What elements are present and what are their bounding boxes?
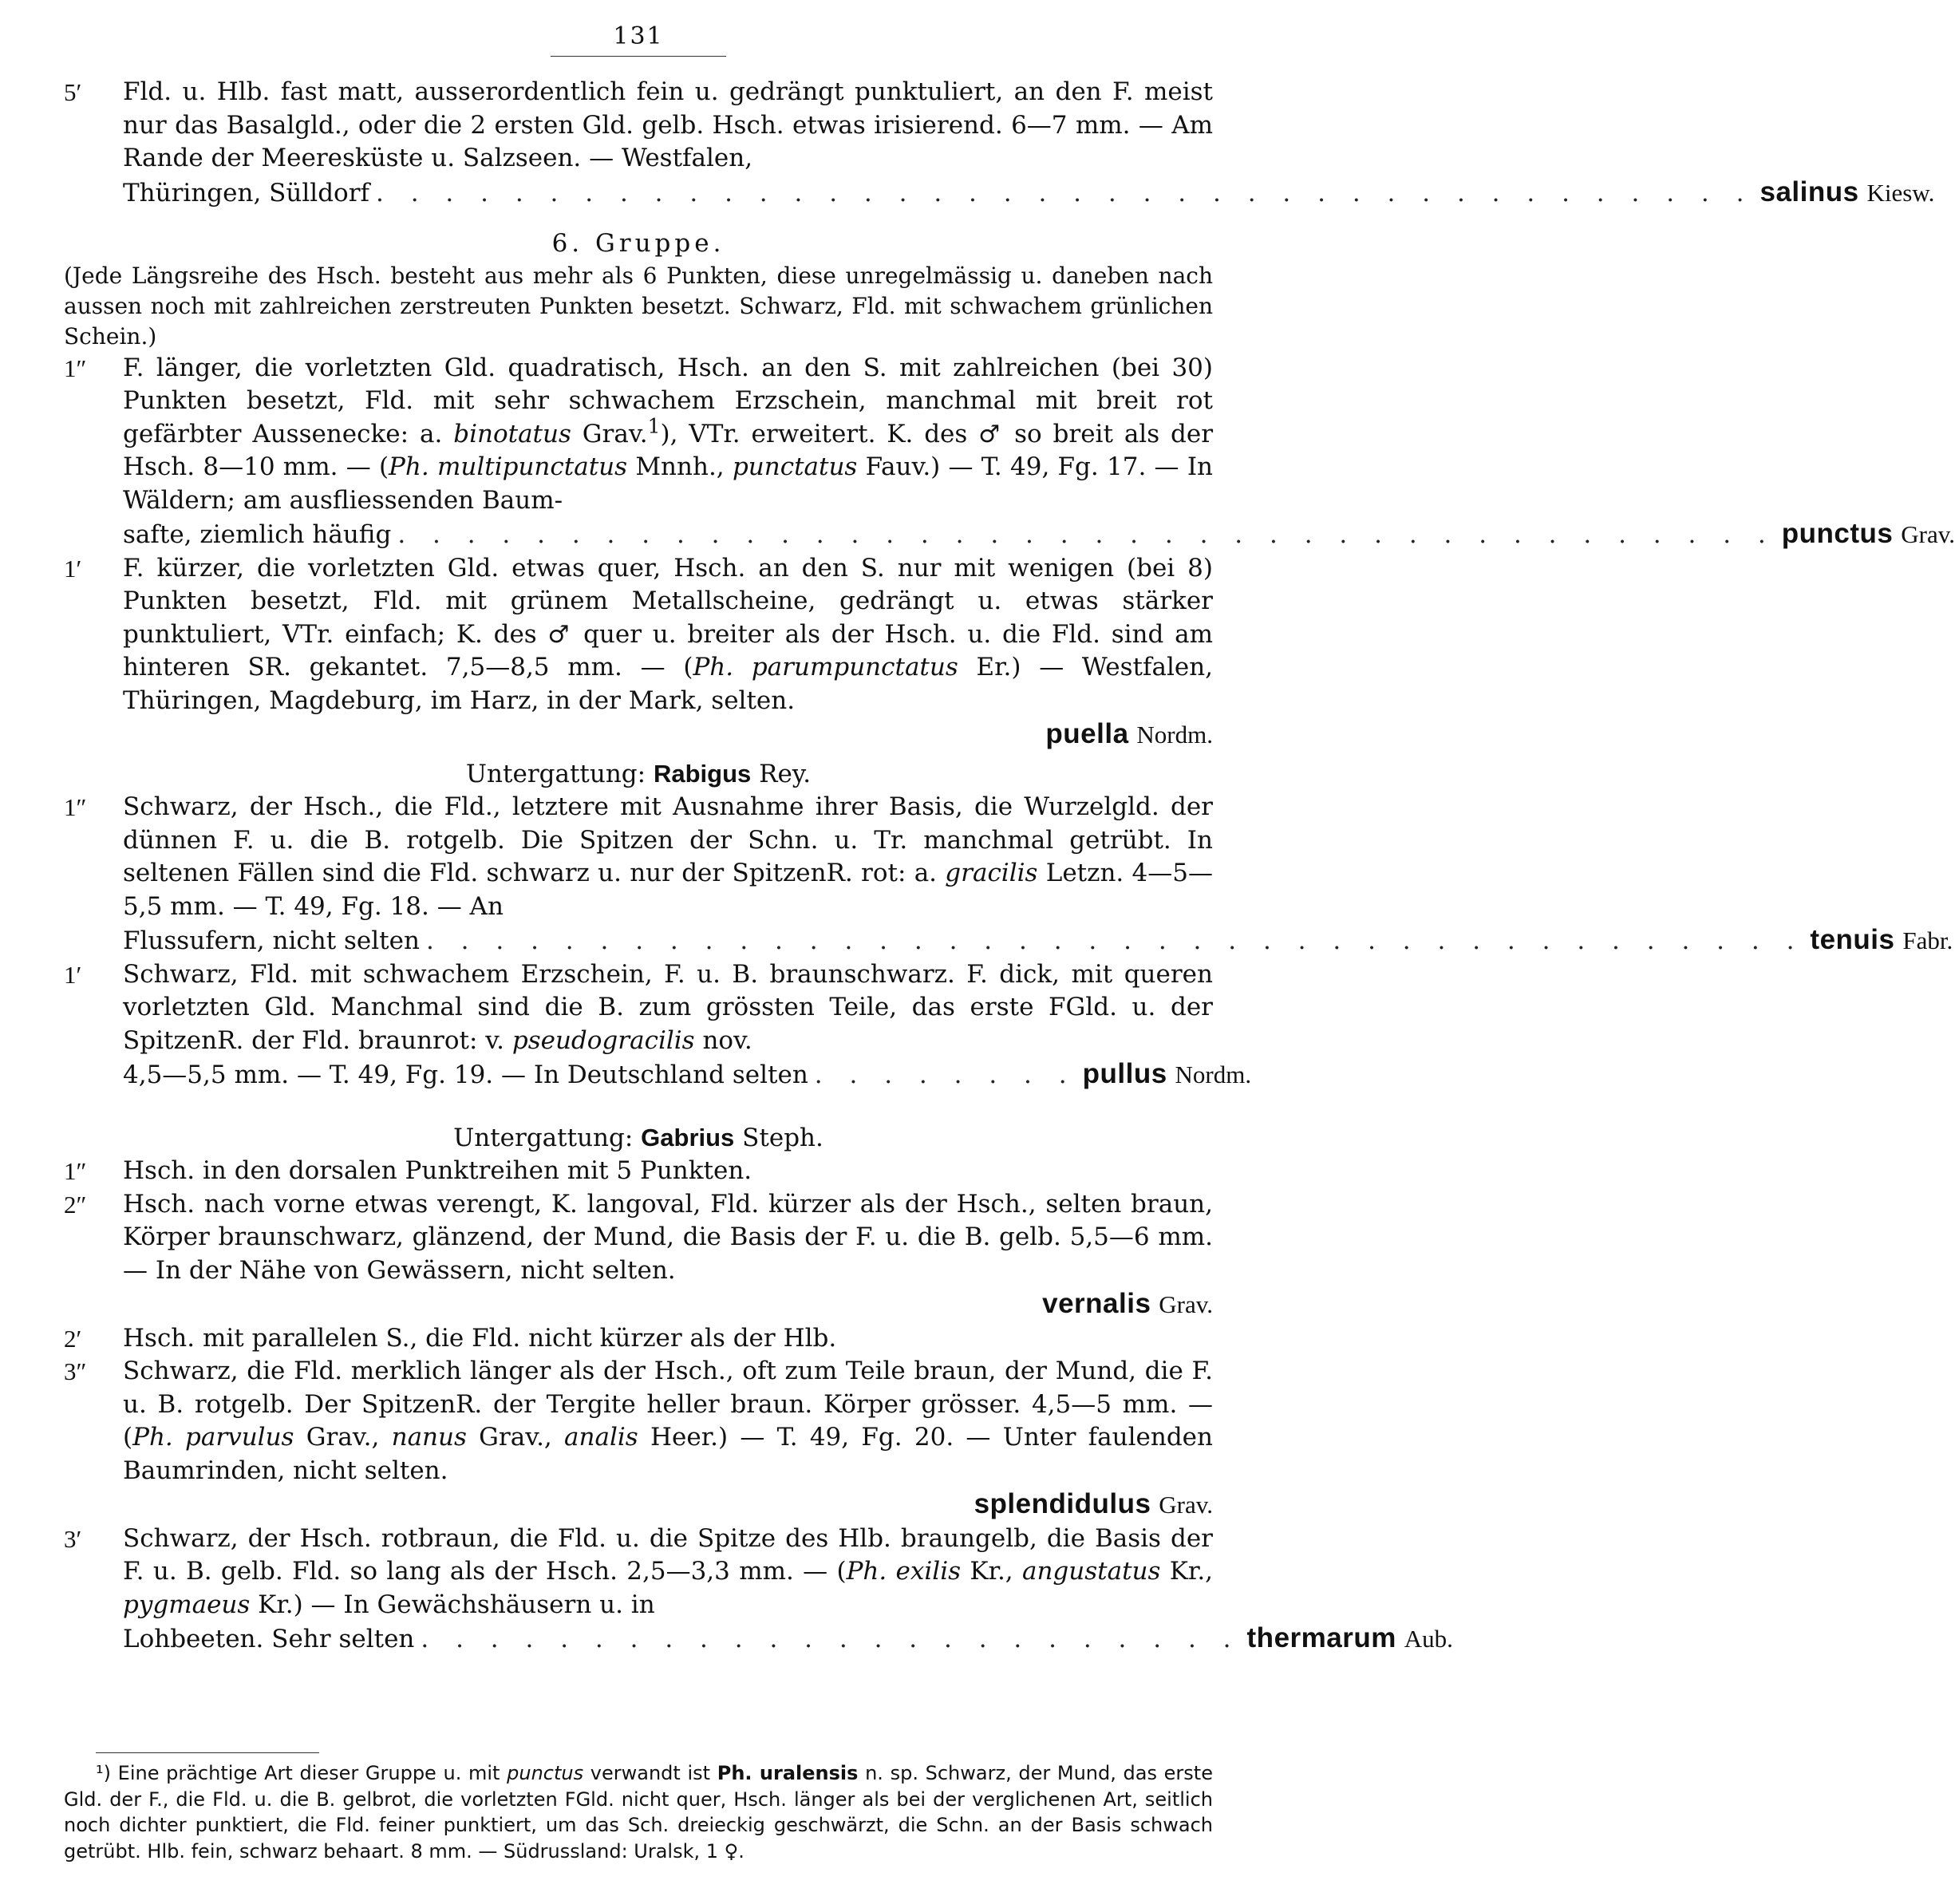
species-line	[123, 923, 1953, 958]
couplet-mark: 2′	[64, 1324, 82, 1353]
footnote-text: Eine prächtige Art dieser Gruppe u. mit	[117, 1762, 500, 1784]
species-line	[123, 1057, 1252, 1092]
subgenus-name: Gabrius	[641, 1123, 735, 1151]
footnote-rule	[96, 1752, 319, 1753]
entry-text: F. länger, die vorletzten Gld. quadratisch, Hsch. an den S. mit zahlreichen (bei 30) Punkten besetzt, Fld. mit sehr schwachem Erzschein, manchmal mit breit rot gefärbter Aussenecke: a.	[123, 353, 1213, 448]
species-line	[123, 1622, 1453, 1657]
new-species-name: Ph. uralensis	[717, 1762, 859, 1784]
entry-text: Schwarz, der Hsch., die Fld., letztere mit Ausnahme ihrer Basis, die Wurzelgld. der dünnen F. u. die B. rotgelb. Die Spitzen der Schn. u. Tr. manchmal getrübt. In seltenen Fällen sind die Fld. schwarz u. nur der SpitzenR. rot: a.	[123, 792, 1213, 887]
footnote-ref: 1	[647, 414, 661, 438]
species-name: punctus	[1781, 518, 1894, 549]
subgenus-prefix: Untergattung:	[465, 759, 646, 788]
couplet-mark: 2″	[64, 1190, 87, 1219]
entry-text: Kr.) — In Gewächshäusern u. in	[258, 1590, 655, 1619]
section-gap	[64, 1092, 1213, 1116]
subgenus-name: Rabigus	[653, 759, 752, 788]
group-title: 6. Gruppe.	[551, 229, 725, 258]
synonym-name: pygmaeus	[123, 1590, 251, 1619]
leader-dots: . . . . . . . . . . . . . . . . . . . . . . . . . . . . . . . . . . . . . . . .	[397, 520, 1775, 549]
species-author: Grav.	[1159, 1491, 1213, 1519]
footnote-text: n. sp. Schwarz, der Mund, das erste Gld. der F., die Fld. u. die B. gelbrot, die vorletzten FGld. nicht quer, Hsch. länger als bei der verglichenen Art, seitlich noch dichter punktiert, die Fld. feiner punktiert, um das Sch. dreieckig geschwärzt, die Schn. an der Basis schwach getrübt. Hlb. fein, schwarz behaart. 8 mm. — Südrussland: Uralsk, 1 ♀.	[64, 1762, 1213, 1863]
subgenus-prefix: Untergattung:	[453, 1123, 634, 1152]
couplet-mark: 5′	[64, 78, 82, 106]
entry-text: so breit als der Hsch. 8—10 mm. — (	[123, 419, 1214, 481]
variety-name: pseudogracilis	[511, 1025, 695, 1055]
entry-text-end: Flussufern, nicht selten	[123, 926, 420, 955]
species-author: Grav.	[1901, 520, 1955, 548]
species-author: Aub.	[1404, 1625, 1453, 1653]
footnote-mark: ¹)	[96, 1762, 111, 1784]
species-line	[123, 517, 1955, 552]
key-entry-1-prime	[64, 958, 1252, 1092]
entry-text: quer u. breiter als der Hsch. u. die Fld. sind am hinteren SR. gekantet. 7,5—8,5 mm. — (	[123, 619, 1214, 681]
species-name: puella	[1045, 718, 1129, 749]
key-text	[64, 76, 1955, 1657]
entry-text: Hsch. mit parallelen S., die Fld. nicht kürzer als der Hlb.	[123, 1323, 837, 1353]
entry-text: Kr.,	[970, 1557, 1013, 1586]
species-line	[123, 717, 1213, 753]
entry-text: Grav.	[582, 419, 648, 448]
species-line	[123, 176, 1935, 211]
entry-text-end: Thüringen, Sülldorf	[123, 178, 370, 207]
synonym-name: angustatus	[1021, 1557, 1161, 1586]
species-author: Nordm.	[1136, 721, 1213, 749]
synonym-name: Ph. parvulus	[132, 1423, 294, 1452]
couplet-mark: 3″	[64, 1357, 87, 1385]
subgenus-author: Rey.	[759, 759, 812, 788]
entry-text: Schwarz, Fld. mit schwachem Erzschein, F. u. B. braunschwarz. F. dick, mit queren vorletzten Gld. Manchmal sind die B. zum grössten Teile, das erste FGld. u. der SpitzenR. der Fld. braunrot: v.	[123, 959, 1213, 1055]
variety-name: binotatus	[453, 419, 571, 448]
entry-text: Schwarz, der Hsch. rotbraun, die Fld. u. die Spitze des Hlb. braungelb, die Basis der F. u. B. gelb. Fld. so lang als der Hsch. 2,5—3,3 mm. — (	[123, 1523, 1213, 1586]
entry-text: Kr.,	[1169, 1557, 1214, 1586]
key-entry-1-double-prime	[64, 352, 1955, 552]
leader-dots: . . . . . . . .	[814, 1061, 1076, 1089]
entry-text: Mnnh.,	[635, 452, 725, 481]
synonym-name: nanus	[391, 1423, 467, 1452]
entry-text: Grav.,	[306, 1423, 380, 1452]
key-entry-1-prime	[64, 552, 1213, 753]
key-entry-2-prime	[64, 1322, 1213, 1356]
key-entry-2-double-prime	[64, 1188, 1213, 1322]
entry-text-end: safte, ziemlich häufig	[123, 520, 392, 549]
entry-text: Fld. u. Hlb. fast matt, ausserordentlich fein u. gedrängt punktuliert, an den F. meist nur das Basalgld., oder die 2 ersten Gld. gelb. Hsch. etwas irisierend. 6—7 mm. — Am Rande der Meeresküste u. Salzseen. — Westfalen,	[123, 77, 1213, 172]
species-name: pullus	[1082, 1058, 1167, 1089]
entry-text: Grav.,	[479, 1423, 552, 1452]
male-symbol: ♂	[978, 420, 1004, 448]
synonym-name: analis	[564, 1423, 638, 1452]
synonym-name: Ph. parumpunctatus	[693, 653, 958, 681]
entry-text: Hsch. in den dorsalen Punktreihen mit 5 Punkten.	[123, 1156, 752, 1185]
species-name: splendidulus	[974, 1488, 1151, 1519]
key-entry-1-double-prime	[64, 1155, 1213, 1188]
synonym-name: Ph. exilis	[846, 1557, 962, 1586]
couplet-mark: 1′	[64, 554, 82, 583]
page-number: 131	[613, 22, 664, 50]
entry-text: Schwarz, die Fld. merklich länger als der Hsch., oft zum Teile braun, der Mund, die F. u. B. rotgelb. Der SpitzenR. der Tergite heller braun. Körper grösser. 4,5—5 mm. — (	[123, 1357, 1213, 1452]
species-line	[123, 1487, 1213, 1523]
entry-text: Fauv.) — T. 49, Fg. 17. — In Wäldern; am ausfliessenden Baum-	[123, 452, 1214, 515]
footnote	[64, 1760, 1213, 1864]
species-author: Fabr.	[1902, 926, 1953, 954]
group-intro: (Jede Längsreihe des Hsch. besteht aus mehr als 6 Punkten, diese unregelmässig u. daneben nach aussen noch mit zahlreichen zerstreuten Punkten besetzt. Schwarz, Fld. mit schwachem grünlichen Schein.)	[64, 262, 1213, 350]
subgenus-author: Steph.	[742, 1123, 823, 1152]
entry-text-end: 4,5—5,5 mm. — T. 49, Fg. 19. — In Deutschland selten	[123, 1061, 808, 1089]
entry-text: nov.	[702, 1025, 752, 1055]
species-author: Grav.	[1159, 1290, 1213, 1318]
synonym-name: punctatus	[732, 452, 858, 481]
couplet-mark: 1″	[64, 354, 87, 382]
entry-text: F. kürzer, die vorletzten Gld. etwas quer, Hsch. an den S. nur mit wenigen (bei 8) Punkten besetzt, Fld. mit grünem Metallscheine, gedrängt u. etwas stärker punktuliert, VTr. einfach; K. des	[123, 553, 1213, 649]
variety-name: gracilis	[945, 859, 1038, 887]
subgenus-title	[64, 757, 1213, 792]
couplet-mark: 1′	[64, 960, 82, 989]
document-page	[64, 0, 1955, 1904]
entry-text: Hsch. nach vorne etwas verengt, K. langoval, Fld. kürzer als der Hsch., selten braun, Körper braunschwarz, glänzend, der Mund, die Basis der F. u. die B. gelb. 5,5—6 mm. — In der Nähe von Gewässern, nicht selten.	[123, 1189, 1213, 1285]
footnote-text: verwandt ist	[590, 1762, 711, 1784]
species-author: Nordm.	[1175, 1061, 1252, 1088]
key-entry-3-double-prime	[64, 1355, 1213, 1523]
entry-text-end: Lohbeeten. Sehr selten	[123, 1625, 415, 1653]
key-entry-3-prime	[64, 1523, 1453, 1657]
leader-dots: . . . . . . . . . . . . . . . . . . . . . . . . . . . . . . . . . . . . . . . .	[376, 178, 1754, 207]
male-symbol: ♂	[547, 620, 573, 649]
species-name: thermarum	[1246, 1622, 1396, 1653]
subgenus-title	[64, 1121, 1213, 1155]
couplet-mark: 3′	[64, 1524, 82, 1553]
leader-dots: . . . . . . . . . . . . . . . . . . . . . . . . . . . . . . . . . . . . . . . .	[425, 926, 1804, 955]
couplet-mark: 1″	[64, 793, 87, 821]
species-name: tenuis	[1810, 924, 1895, 955]
leader-dots: . . . . . . . . . . . . . . . . . . . . . . . .	[421, 1625, 1241, 1653]
page-number-rule	[551, 56, 726, 57]
key-entry-1-double-prime	[64, 791, 1953, 958]
species-line	[123, 1287, 1213, 1322]
entry-text: Heer.) — T. 49, Fg. 20. — Unter faulenden Baumrinden, nicht selten.	[123, 1423, 1213, 1485]
entry-text: Letzn. 4—5—5,5 mm. — T. 49, Fg. 18. — An	[123, 859, 1213, 921]
species-name: salinus	[1760, 176, 1859, 207]
key-entry-5-prime	[64, 76, 1935, 210]
species-author: Kiesw.	[1866, 178, 1935, 207]
synonym-name: Ph. multipunctatus	[389, 452, 628, 481]
couplet-mark: 1″	[64, 1157, 87, 1185]
species-ref: punctus	[507, 1762, 584, 1784]
entry-text: Er.) — Westfalen, Thüringen, Magdeburg, im Harz, in der Mark, selten.	[123, 653, 1214, 715]
entry-text: ), VTr. erweitert. K. des	[660, 419, 968, 448]
species-name: vernalis	[1042, 1288, 1151, 1319]
